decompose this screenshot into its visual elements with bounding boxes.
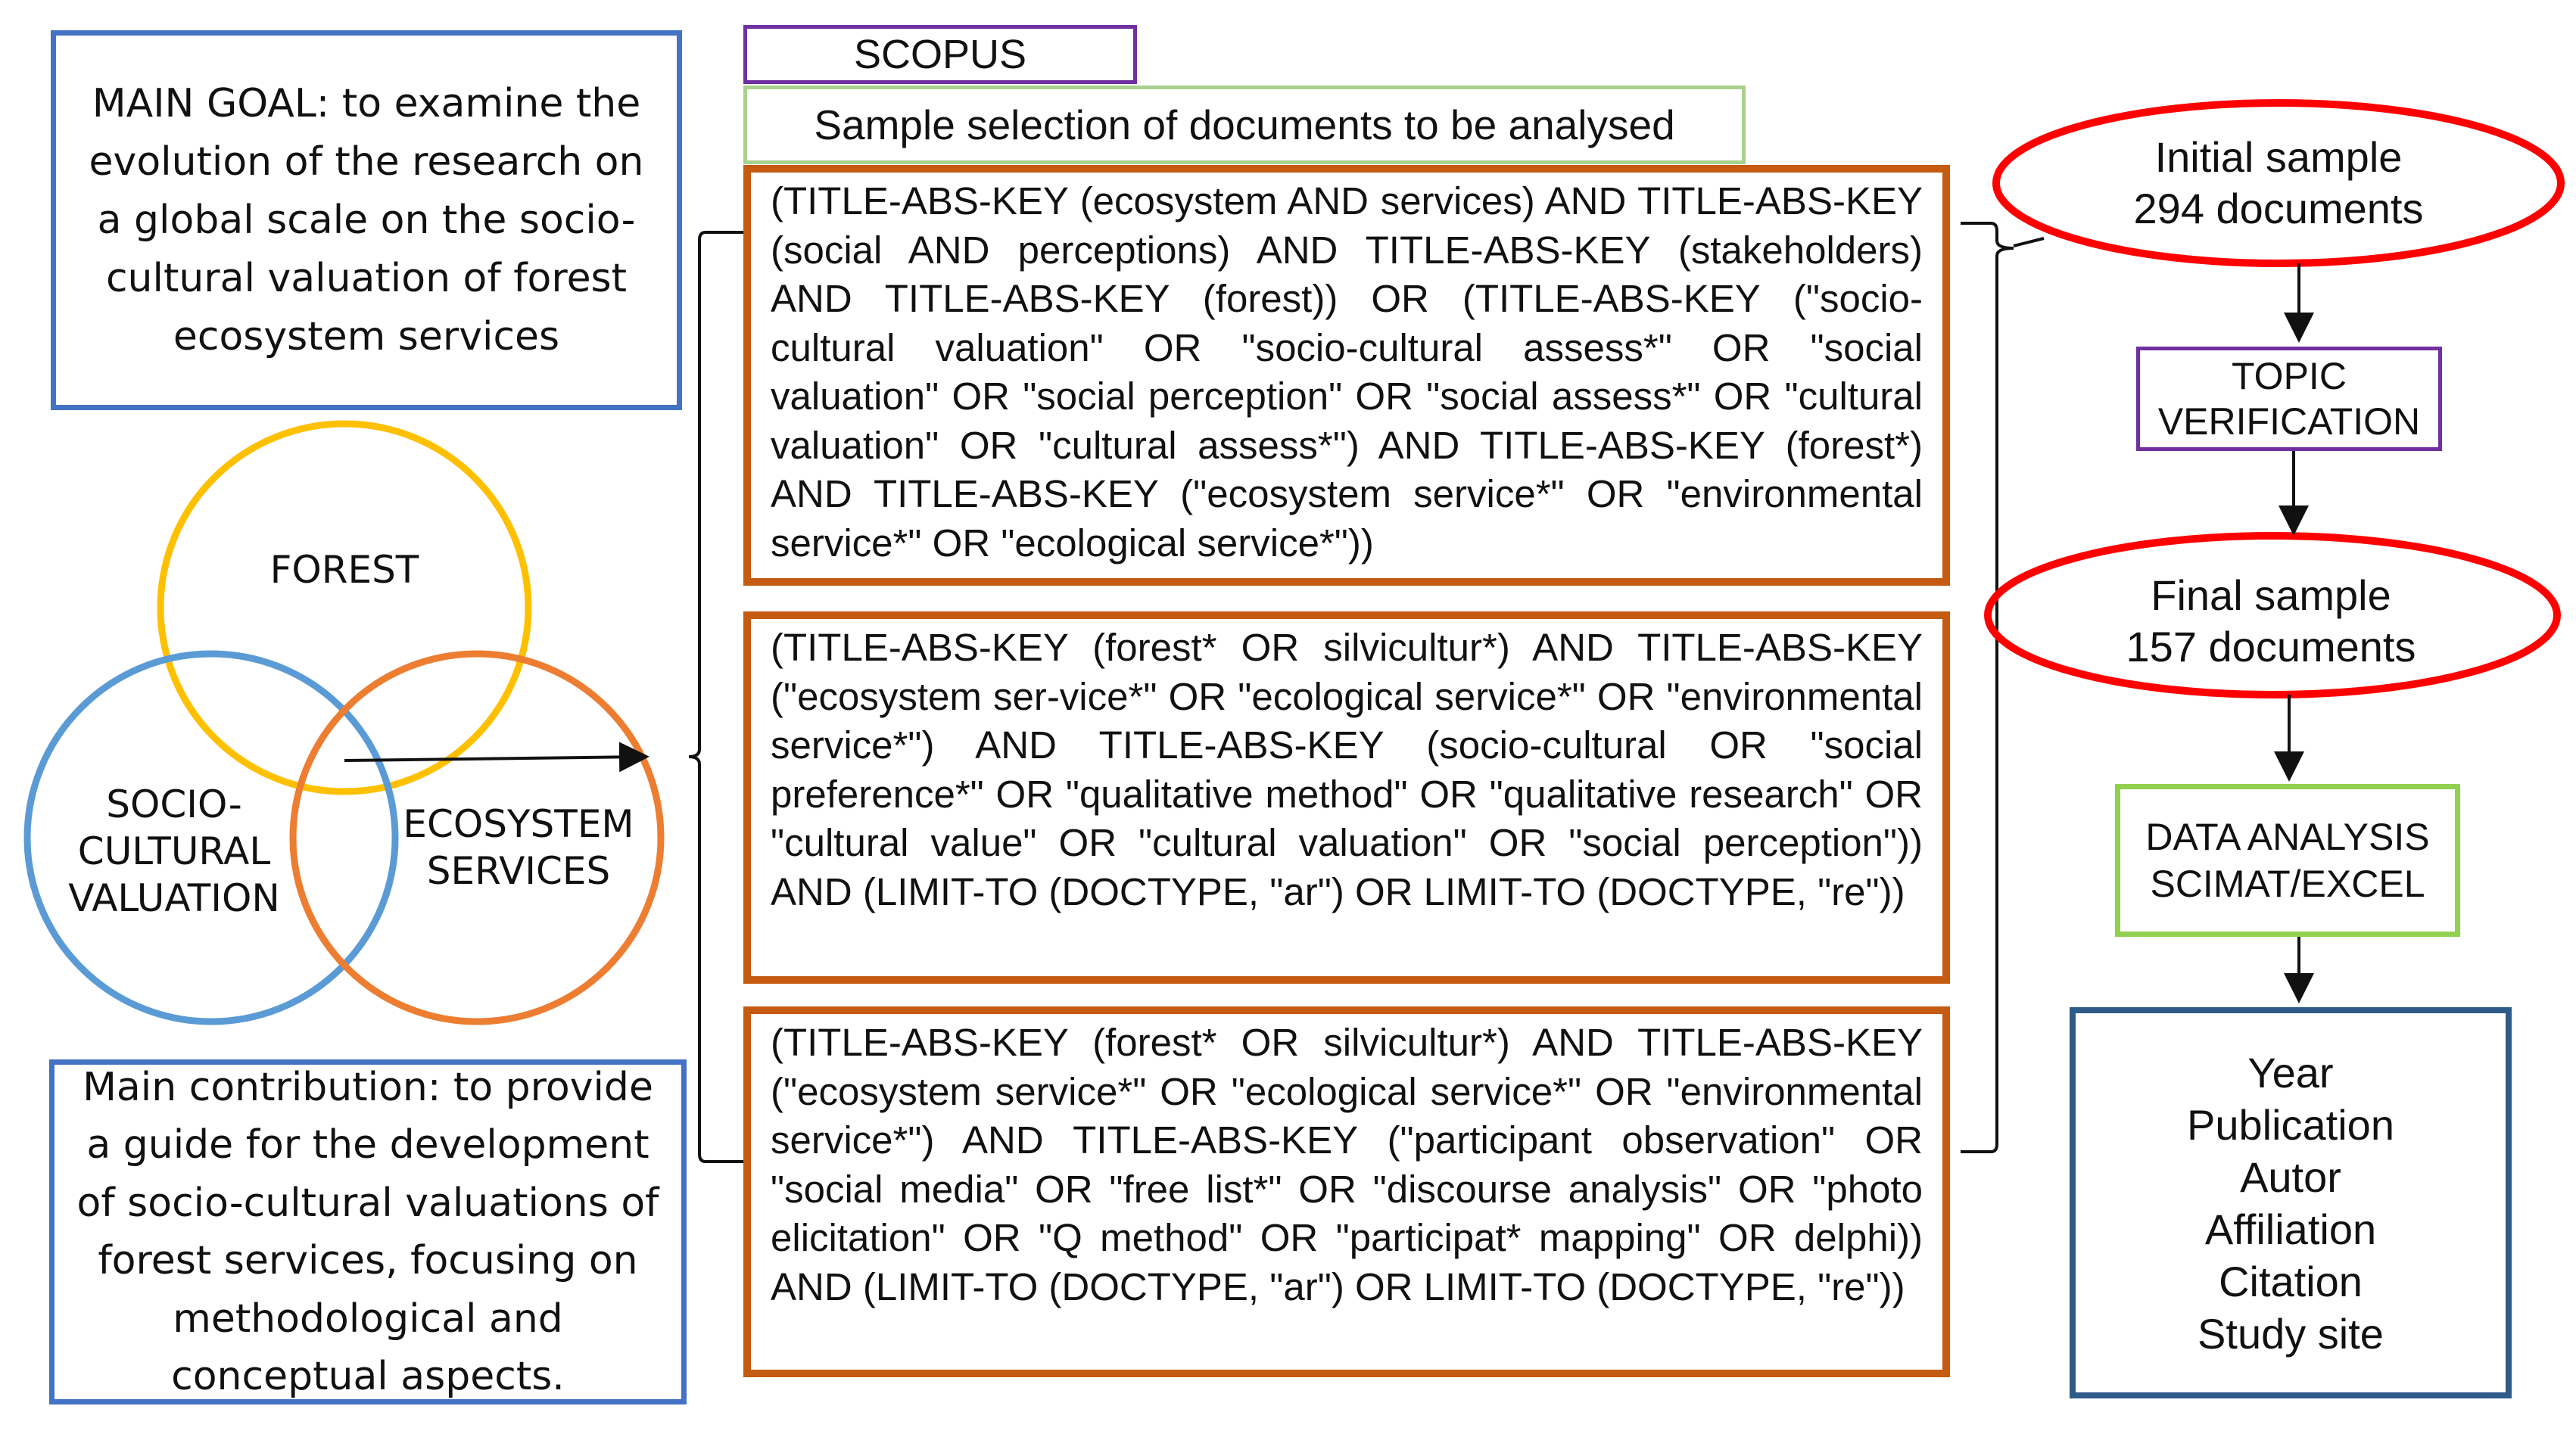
output-field: Affiliation: [2204, 1205, 2377, 1253]
data-analysis-line2: SCIMAT/EXCEL: [2150, 863, 2425, 905]
initial-sample-label: Initial sample 294 documents: [2133, 133, 2424, 232]
main-goal-text: MAIN GOAL: to examine the evolution of the research on a global scale on the socio- cultural valuation of forest ecosystem services: [89, 80, 644, 359]
venn-label-forest: FOREST: [269, 548, 419, 592]
selection-label: Sample selection of documents to be analysed: [814, 101, 1675, 148]
topic-verification-line2: VERIFICATION: [2157, 400, 2421, 443]
left-brace: [689, 232, 743, 1162]
output-field: Autor: [2240, 1152, 2341, 1201]
output-field: Citation: [2219, 1257, 2363, 1305]
right-brace: [1961, 223, 2014, 1152]
brace-to-initial-line: [2014, 238, 2044, 246]
query-text-3: (TITLE-ABS-KEY (forest* OR silvicultur*) AND TITLE-ABS-KEY ("ecosystem service*" OR "ecological service*" OR "environmental service*") AND TITLE-ABS-KEY ("participant observation" OR "social media" OR "free list*" OR "discourse analysis" OR "photo elicitation" OR "Q method" OR "participat* mapping" OR delphi)) AND (LIMIT-TO (DOCTYPE, "ar") OR LIMIT-TO (DOCTYPE, "re")): [771, 1021, 1923, 1308]
output-field: Study site: [2198, 1309, 2384, 1358]
output-field: Year: [2247, 1048, 2334, 1096]
data-analysis-line1: DATA ANALYSIS: [2145, 816, 2430, 858]
venn-to-queries-arrow: [344, 757, 643, 761]
data-analysis-box: [2115, 784, 2460, 937]
query-text-1: (TITLE-ABS-KEY (ecosystem AND services) AND TITLE-ABS-KEY (social AND perceptions) AND TITLE-ABS-KEY (stakeholders) AND TITLE-ABS-KEY (forest)) OR (TITLE-ABS-KEY ("socio-cultural valuation" OR "socio-cultural assess*" OR "social valuation" OR "social perception" OR "social assess*" OR "cultural valuation" OR "cultural assess*") AND TITLE-ABS-KEY (forest*) AND TITLE-ABS-KEY ("ecosystem service*" OR "environmental service*" OR "ecological service*")): [771, 179, 1923, 565]
venn-label-socio-cultural: SOCIO- CULTURAL VALUATION: [68, 782, 280, 920]
main-contribution-text: Main contribution: to provide a guide for the development of socio-cultural valuations of forest services, focusing on methodological and conceptual aspects.: [76, 1064, 659, 1399]
topic-verification-box: [2136, 347, 2442, 451]
output-field: Publication: [2187, 1100, 2394, 1149]
venn-label-ecosystem-services: ECOSYSTEM SERVICES: [403, 802, 634, 893]
topic-verification-line1: TOPIC: [2232, 355, 2347, 397]
output-fields-box: [2070, 1007, 2512, 1398]
database-label: SCOPUS: [853, 32, 1027, 77]
final-sample-label: Final sample 157 documents: [2126, 571, 2416, 670]
query-text-2: (TITLE-ABS-KEY (forest* OR silvicultur*) AND TITLE-ABS-KEY ("ecosystem ser-vice*" OR "ecological service*" OR "environmental service*") AND TITLE-ABS-KEY (socio-cultural OR "social preference*" OR "qualitative method" OR "qualitative research" OR "cultural value" OR "cultural valuation" OR "social perception")) AND (LIMIT-TO (DOCTYPE, "ar") OR LIMIT-TO (DOCTYPE, "re")): [771, 626, 1923, 913]
